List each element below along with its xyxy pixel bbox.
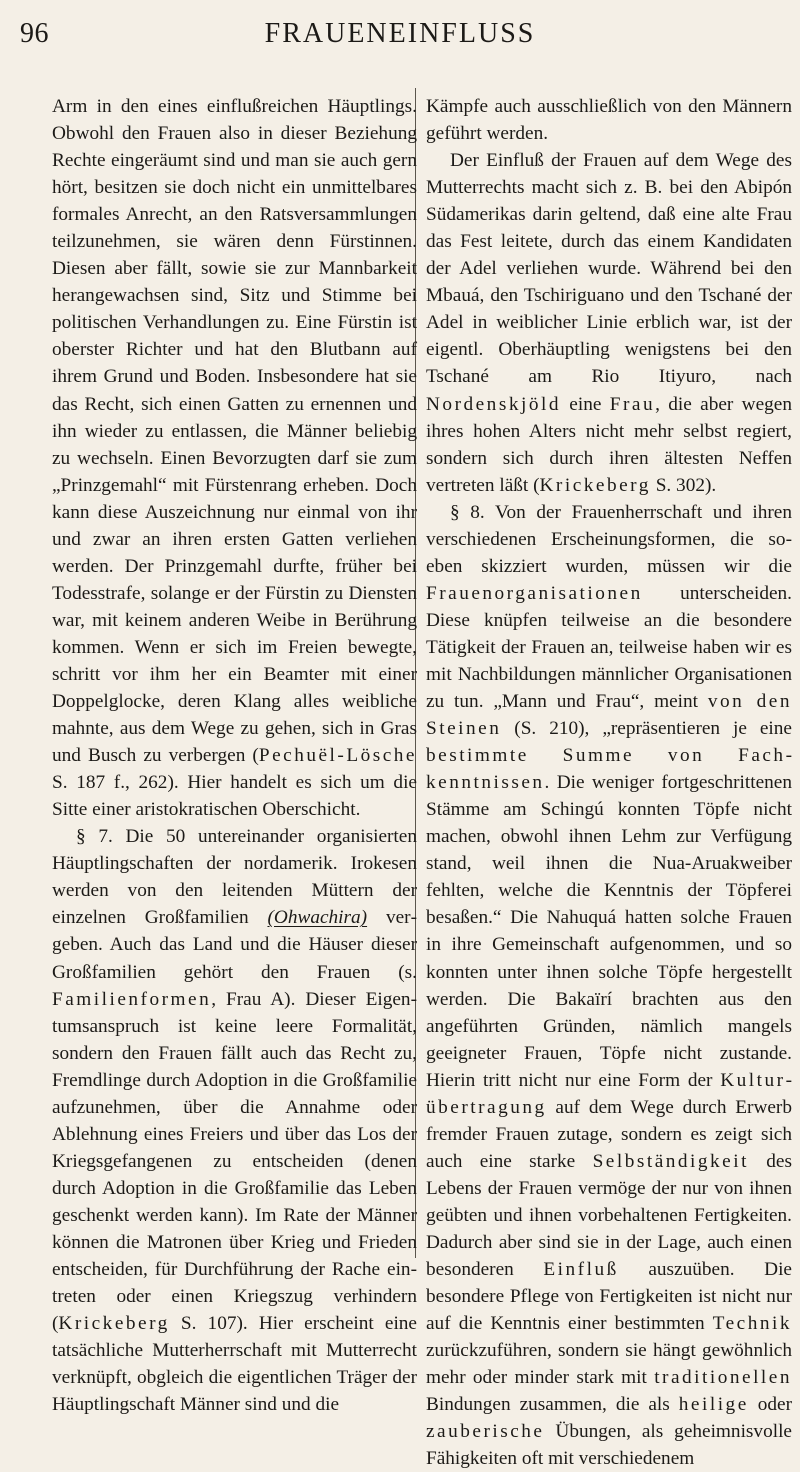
text: unterscheiden. Diese knüpfen teilweise an die besondere Tätigkeit der Frauen an, teilweise haben wir es mit Nachbildungen männlicher Organisationen zu tun. „Mann und Frau“, meint (426, 582, 792, 713)
text: vergeben. Auch das Land und die Häuser dieser Großfamilien gehört den Frauen (s. (52, 907, 417, 983)
text: Übungen, als geheimnisvolle Fähigkeiten oft mit verschiedenem (426, 1421, 792, 1470)
text: zurückzuführen, sondern sie hängt gewöhnlich mehr oder minder stark mit (426, 1340, 792, 1389)
running-head: FRAUENEINFLUSS (264, 18, 536, 49)
emphasis: Selbständigkeit (592, 1150, 749, 1172)
text: S. 107). Hier erscheint eine tatsächliche Mutterherrschaft mit Mutterrecht verknüpft, obgleich die eigentlichen Träger der Häuptlingschaft Männer sind und die (52, 1313, 417, 1416)
author-name: Nordenskjöld (426, 393, 561, 415)
emphasis: traditionellen (654, 1367, 792, 1389)
right-column (426, 93, 792, 1470)
emphasis: heilige (678, 1394, 749, 1416)
text: auf dem Wege durch Erwerb fremder Frauen zutage, sondern es zeigt sich auch eine starke (426, 1096, 792, 1172)
emphasis: Kulturübertragung (426, 1069, 792, 1118)
text: S. 302). (650, 474, 717, 496)
text: des Lebens der Frauen vermöge der nur von ihnen geübten und ihnen vorbehaltenen Fertigkeiten. Dadurch aber sind sie in der Lage, auch einen besonderen (426, 1150, 792, 1281)
author-name: von den Steinen (426, 691, 792, 740)
text: S. 187 f., 262). Hier handelt es sich um die Sitte einer aristokratischen Oberschicht. (52, 772, 417, 821)
text: eine (560, 393, 610, 415)
page-number: 96 (20, 18, 49, 49)
text: , die aber wegen ihres hohen Alters nicht mehr selbst regiert, sondern sich durch ihren ältesten Neffen vertreten läßt ( (426, 393, 792, 496)
text: , Frau A). Dieser Eigentumsanspruch ist keine leere Formalität, sondern den Frauen fällt auch das Recht zu, Fremdlinge durch Adoption in die Großfamilie aufzunehmen, über die Annahme oder Ablehnung eines Freiers und über das Los der Kriegsgefangenen zu entscheiden (denen durch Adoption in die Großfamilie das Leben geschenkt werden kann). Im Rate der Männer können die Matronen über Krieg und Frieden entscheiden, für Durchführung der Rache eintreten oder einen Kriegszug verhindern ( (52, 988, 417, 1335)
emphasis: bestimmte Summe von Fachkenntnissen (426, 745, 792, 794)
cross-reference: Familienformen (52, 988, 212, 1010)
paragraph (426, 499, 792, 1472)
text: § 7. Die 50 untereinander organisierten Häuptlingschaften der nordamerik. Irokesen werden von den leitenden Müttern der einzelnen Großfamilien (52, 826, 417, 929)
emphasis: Einfluß (543, 1259, 619, 1281)
author-name: Krickeberg (58, 1313, 170, 1335)
text: Bindungen zusammen, die als (426, 1394, 679, 1416)
left-column (52, 93, 417, 1416)
emphasis: Frau (609, 393, 656, 415)
paragraph (52, 823, 417, 1418)
text: oder (748, 1394, 792, 1416)
emphasis: Frauenorganisationen (426, 582, 643, 604)
text: § 8. Von der Frauenherrschaft und ihren verschiedenen Erscheinungsformen, die soeben skizziert wurden, müssen wir die (426, 501, 792, 577)
author-name: Pechuël-Lösche (258, 745, 417, 767)
paragraph (426, 147, 792, 499)
italic-term: (Ohwachira) (267, 907, 368, 929)
text: Arm in den eines einflußreichen Häuptlings. Obwohl den Frauen also in dieser Beziehung Rechte eingeräumt sind und man sie auch gern hört, besitzen sie doch nicht ein unmittelbares formales Anrecht, an den Ratsversammlungen teilzunehmen, sie wären denn Fürstinnen. Diesen aber fällt, sowie sie zur Mannbarkeit herangewachsen sind, Sitz und Stimme bei politischen Verhandlungen zu. Eine Fürstin ist oberster Richter und hat den Blutbann auf ihrem Grund und Boden. Insbesondere hat sie das Recht, sich einen Gatten zu ernennen und ihn wieder zu entlassen, die Männer beliebig zu wechseln. Einen Bevorzugten darf sie zum „Prinzgemahl“ mit Fürstenrang erheben. Doch kann diese Auszeichnung nur einmal von ihr und zwar an ihren ersten Gatten verliehen werden. Der Prinzgemahl durfte, früher bei Todesstrafe, solange er der Fürstin zu Diensten war, mit keinem anderen Weibe in Berührung kommen. Wenn er sich im Freien bewegte, schritt vor ihm her ein Beamter mit einer Doppelglocke, deren Klang alles weibliche mahnte, aus dem Wege zu gehen, sich in Gras und Busch zu verbergen ( (52, 96, 417, 767)
text: (S. 210), „repräsentieren je eine (501, 718, 792, 740)
emphasis: zauberische (426, 1421, 545, 1443)
text: . Die weniger fortgeschrittenen Stämme am Schingú konnten Töpfe nicht machen, obwohl ihnen Lehm zur Verfügung stand, weil ihnen die Nua-Aruakweiber fehlten, welche die Kenntnis der Töpferei besaßen.“ Die Nahuquá hatten solche Frauen in ihre Gemeinschaft aufgenommen, und so konnten unter ihnen solche Töpfe hergestellt werden. Die Bakaïrí brachten aus den angeführten Gründen, nämlich mangels geeigneter Frauen, Töpfe nicht zustande. Hierin tritt nicht nur eine Form der (426, 772, 792, 1091)
paragraph (52, 93, 417, 823)
text: auszuüben. Die besondere Pflege von Fertigkeiten ist nicht nur auf die Kenntnis einer bestimmten (426, 1259, 792, 1335)
emphasis: Technik (712, 1313, 792, 1335)
author-name: Krickeberg (539, 474, 651, 496)
paragraph (426, 93, 792, 147)
text: Kämpfe auch ausschließlich von den Männern geführt werden. (426, 96, 792, 145)
text: Der Einfluß der Frauen auf dem Wege des Mutterrechts macht sich z. B. bei den Abipón Südamerikas darin geltend, daß eine alte Frau das Fest leitete, durch das einem Kandidaten der Adel verliehen wurde. Während bei den Mbauá, den Tschiriguano und den Tschané der Adel in weiblicher Linie erblich war, ist der eigentl. Oberhäuptling wenigstens bei den Tschané am Rio Itiyuro, nach (426, 150, 792, 388)
